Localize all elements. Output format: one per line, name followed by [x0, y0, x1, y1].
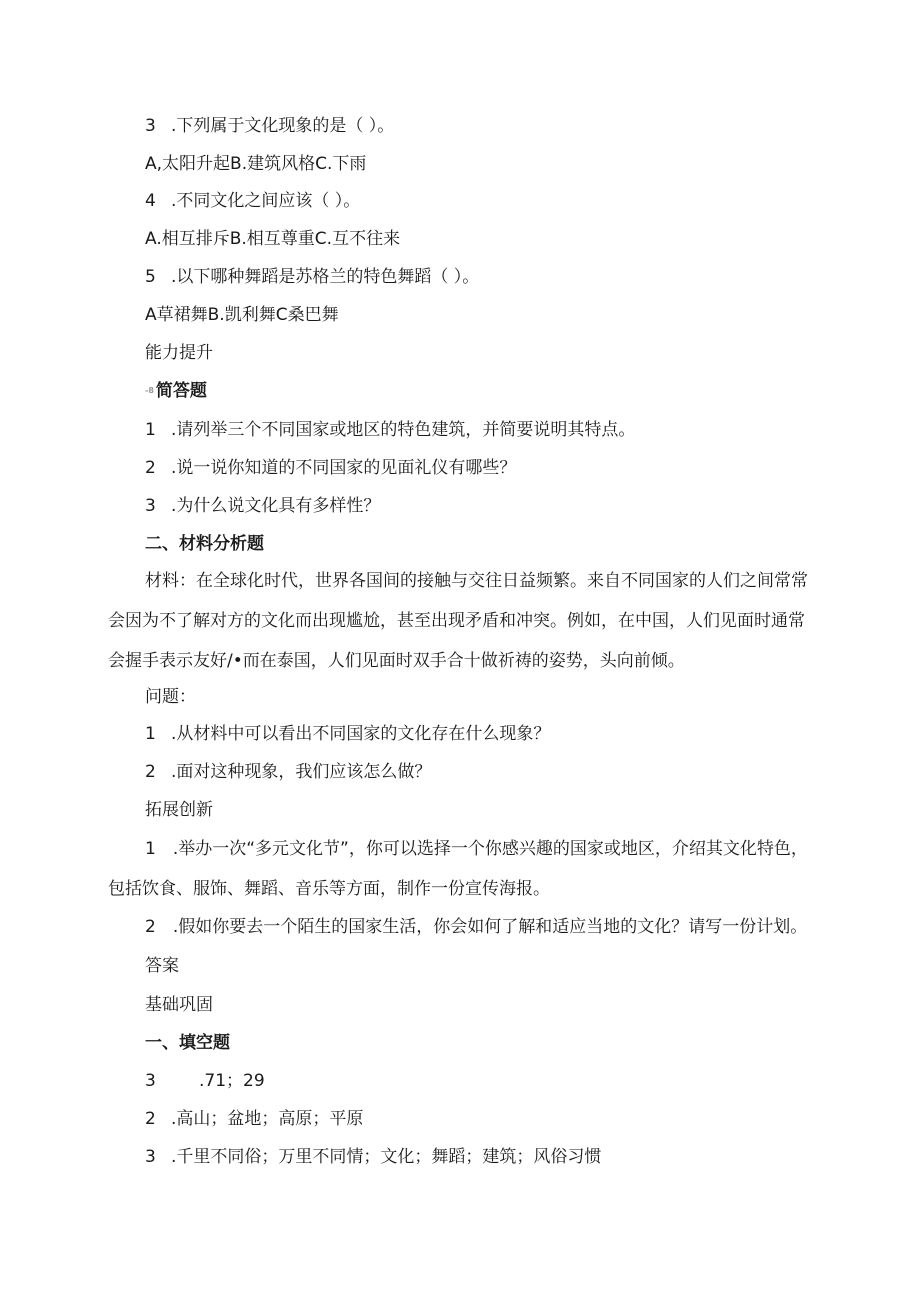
short-answer-item-2 [145, 457, 516, 479]
material-paragraph: 材料：在全球化时代，世界各国间的接触与交往日益频繁。来自不同国家的人们之间常常会因为不了解对方的文化而出现尴尬，甚至出现矛盾和冲突。例如，在中国，人们见面时通常会握手表示友好/•而在泰国，人们见面时双手合十做祈祷的姿势，头向前倾。 [108, 571, 808, 671]
question-number: 5 [145, 267, 156, 287]
question-3-options: A,太阳升起B.建筑风格C.下雨 [145, 154, 367, 174]
question-5 [145, 266, 479, 288]
extension-item-1: 1 .举办一次“多元文化节”，你可以选择一个你感兴趣的国家或地区，介绍其文化特色，包括饮食、服饰、舞蹈、音乐等方面，制作一份宣传海报。 [108, 839, 808, 899]
answer-number: 3 [145, 1071, 156, 1091]
question-4-options: A.相互排斥B.相互尊重C.互不往来 [145, 229, 401, 249]
item-text: .说一说你知道的不同国家的见面礼仪有哪些？ [171, 458, 517, 478]
fill-answer-3 [145, 1146, 601, 1168]
question-text: .下列属于文化现象的是（ ）。 [171, 116, 395, 136]
question-number: 3 [145, 116, 156, 136]
fill-answer-1 [145, 1070, 265, 1092]
question-number: 2 [145, 762, 156, 782]
question-4 [145, 190, 360, 212]
item-number: 1 [145, 420, 156, 440]
answers-heading: 答案 [145, 956, 179, 976]
question-label: 问题： [145, 687, 196, 707]
short-answer-item-1 [145, 419, 635, 441]
section-heading-extension: 拓展创新 [145, 800, 213, 820]
fill-heading: 一、填空题 [145, 1033, 230, 1053]
material-question-2 [145, 761, 431, 783]
question-text: .不同文化之间应该（ ）。 [171, 191, 361, 211]
answer-number: 3 [145, 1147, 156, 1167]
question-number: 1 [145, 724, 156, 744]
item-number: 2 [145, 458, 156, 478]
short-answer-heading [145, 380, 207, 402]
material-question-1 [145, 723, 550, 745]
short-answer-item-3 [145, 495, 380, 517]
section-heading-material: 二、材料分析题 [145, 534, 264, 554]
fill-answer-2 [145, 1108, 363, 1130]
answer-text: .高山；盆地；高原；平原 [171, 1109, 364, 1129]
question-5-options: A草裙舞B.凯利舞C桑巴舞 [145, 305, 339, 325]
section-mark: -8 [145, 386, 154, 395]
extension-item-2: 2 .假如你要去一个陌生的国家生活，你会如何了解和适应当地的文化？请写一份计划。 [145, 917, 808, 937]
item-text: .请列举三个不同国家或地区的特色建筑，并简要说明其特点。 [171, 420, 636, 440]
basic-heading: 基础巩固 [145, 995, 213, 1015]
section-heading-ability: 能力提升 [145, 343, 213, 363]
answer-number: 2 [145, 1109, 156, 1129]
item-text: .为什么说文化具有多样性？ [171, 496, 381, 516]
short-answer-title: 简答题 [155, 381, 207, 401]
item-number: 3 [145, 496, 156, 516]
question-number: 4 [145, 191, 156, 211]
question-text: .以下哪种舞蹈是苏格兰的特色舞蹈（ ）。 [171, 267, 480, 287]
question-3 [145, 115, 394, 137]
answer-text: .千里不同俗；万里不同情；文化；舞蹈；建筑；风俗习惯 [171, 1147, 602, 1167]
answer-text: .71；29 [199, 1071, 265, 1091]
question-text: .面对这种现象，我们应该怎么做？ [171, 762, 432, 782]
question-text: .从材料中可以看出不同国家的文化存在什么现象？ [171, 724, 551, 744]
